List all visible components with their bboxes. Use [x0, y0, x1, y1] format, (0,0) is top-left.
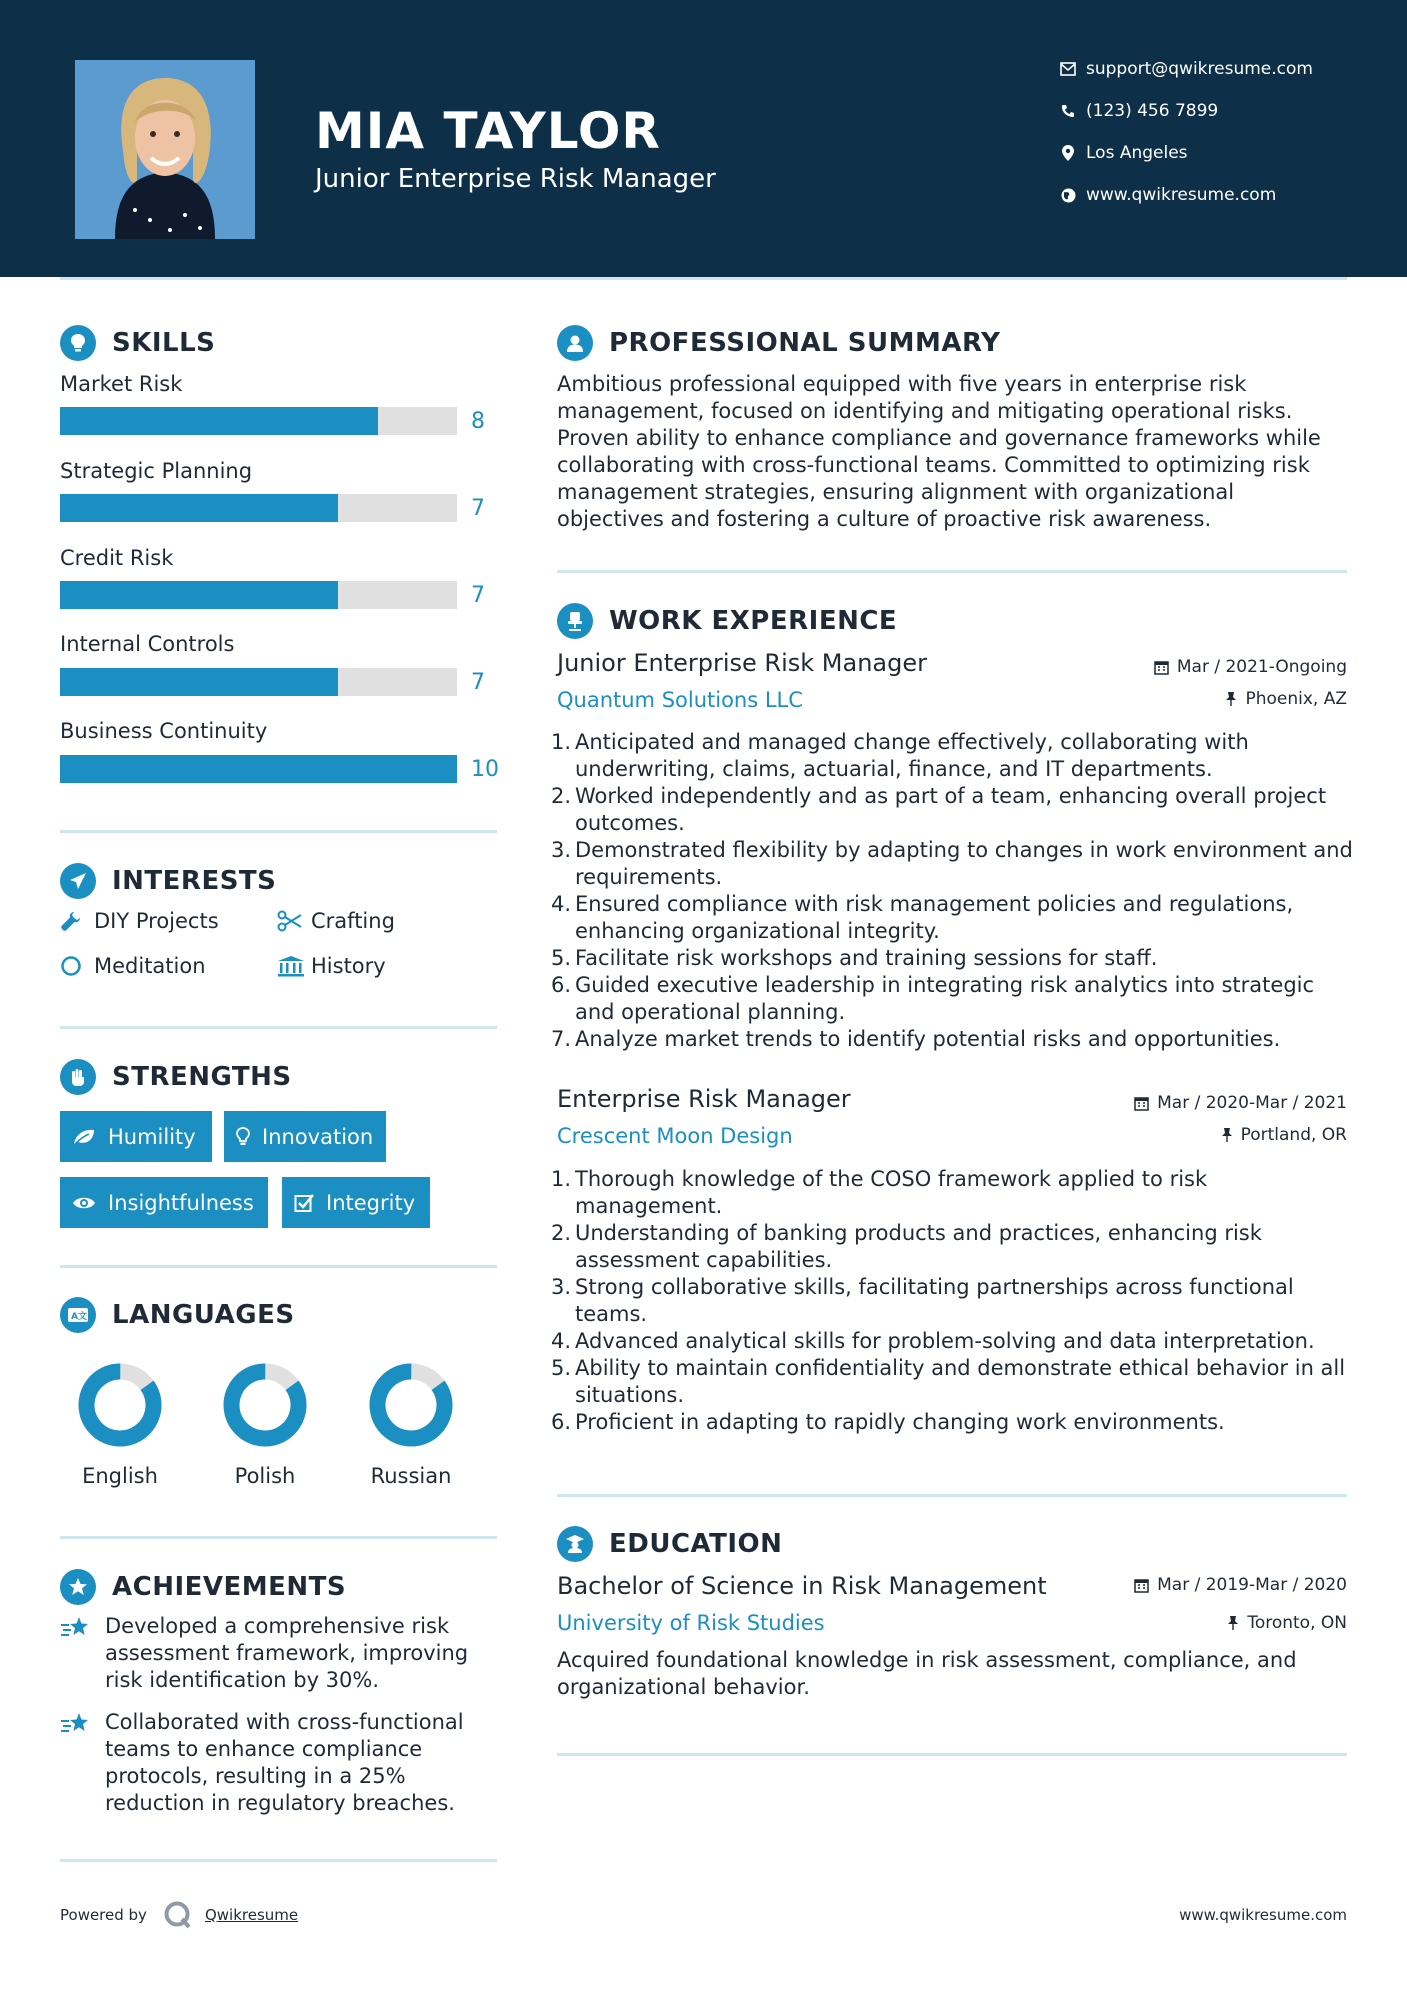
wrench-icon — [60, 910, 94, 932]
achievement-text: Collaborated with cross-functional teams to enhance compliance protocols, resulting in a 25% reduction in regulatory breaches. — [105, 1710, 464, 1815]
duty-item: Advanced analytical skills for problem-solving and data interpretation. — [575, 1329, 1315, 1353]
education-text: Acquired foundational knowledge in risk assessment, compliance, and organizational behavior. — [557, 1648, 1297, 1699]
skill-bar-fill — [60, 668, 338, 696]
skill-label: Business Continuity — [60, 719, 268, 743]
strengths-title: STRENGTHS — [112, 1062, 292, 1092]
profile-photo — [75, 60, 255, 239]
skill-label: Credit Risk — [60, 546, 174, 570]
languages-heading — [60, 1297, 295, 1333]
map-pin-icon — [1050, 145, 1086, 161]
duty-item: Demonstrated flexibility by adapting to changes in work environment and requirements. — [575, 838, 1353, 889]
achievements-title: ACHIEVEMENTS — [112, 1572, 347, 1602]
skill-bar-fill — [60, 755, 457, 783]
interest-item — [60, 954, 206, 978]
degree-title: Bachelor of Science in Risk Management — [557, 1572, 1047, 1600]
duty-item: Guided executive leadership in integrating risk analytics into strategic and operational planning. — [575, 973, 1315, 1024]
skill-value: 8 — [471, 409, 485, 434]
office-chair-icon — [557, 603, 593, 639]
envelope-icon — [1050, 62, 1086, 76]
pushpin-icon — [1225, 691, 1237, 707]
powered-by-text: Powered by — [60, 1906, 147, 1924]
paper-plane-icon — [60, 863, 96, 899]
eye-icon — [72, 1195, 96, 1211]
footer-url[interactable]: www.qwikresume.com — [1179, 1906, 1347, 1924]
svg-text:A文: A文 — [71, 1312, 87, 1322]
language-label: English — [82, 1464, 158, 1488]
skill-bar — [60, 407, 457, 435]
job-dates — [1134, 1093, 1347, 1113]
strength-tag — [224, 1111, 386, 1162]
interests-heading — [60, 863, 276, 899]
skill-value: 7 — [471, 670, 485, 695]
job-duties — [575, 729, 1355, 1053]
pushpin-icon — [1227, 1615, 1239, 1631]
strength-label: Humility — [108, 1124, 196, 1149]
education-location-text: Toronto, ON — [1247, 1613, 1347, 1633]
contact-website-text: www.qwikresume.com — [1086, 185, 1277, 205]
duty-item: Ensured compliance with risk management policies and regulations, enhancing organizational integrity. — [575, 892, 1294, 943]
calendar-icon — [1154, 660, 1169, 675]
strength-tag — [60, 1111, 212, 1162]
calendar-icon — [1134, 1578, 1149, 1593]
candidate-name: MIA TAYLOR — [315, 102, 661, 160]
section-divider — [60, 1536, 497, 1539]
duty-item: Thorough knowledge of the COSO framework applied to risk management. — [575, 1167, 1208, 1218]
qwikresume-logo-icon — [163, 1900, 193, 1930]
skills-title: SKILLS — [112, 328, 216, 358]
skill-label: Internal Controls — [60, 632, 235, 656]
scissors-icon — [277, 910, 311, 932]
skill-bar — [60, 668, 457, 696]
duty-item: Ability to maintain confidentiality and demonstrate ethical behavior in all situations. — [575, 1356, 1346, 1407]
achievement-text: Developed a comprehensive risk assessment framework, improving risk identification by 30%. — [105, 1614, 469, 1692]
duty-item: Understanding of banking products and practices, enhancing risk assessment capabilities. — [575, 1221, 1262, 1272]
section-divider — [60, 830, 497, 833]
language-item — [356, 1360, 466, 1488]
strength-label: Innovation — [262, 1124, 374, 1149]
interest-item — [60, 909, 219, 933]
language-donut — [75, 1360, 165, 1450]
bank-icon — [277, 955, 311, 977]
language-icon — [60, 1297, 96, 1333]
section-divider — [557, 1494, 1347, 1497]
language-donut-fill — [366, 1360, 456, 1450]
achievement-item — [60, 1709, 500, 1817]
skill-label: Market Risk — [60, 372, 183, 396]
job-location — [1225, 689, 1347, 709]
contact-email-text: support@qwikresume.com — [1086, 59, 1313, 79]
check-square-icon — [294, 1193, 314, 1213]
interest-label: DIY Projects — [94, 909, 219, 933]
education-title: EDUCATION — [609, 1529, 783, 1559]
language-item — [65, 1360, 175, 1488]
interest-item — [277, 909, 395, 933]
education-dates-text: Mar / 2019-Mar / 2020 — [1157, 1575, 1347, 1595]
education-location — [1227, 1613, 1347, 1633]
section-divider — [557, 1753, 1347, 1756]
phone-icon — [1050, 104, 1086, 118]
job-dates — [1154, 657, 1347, 677]
strength-tag — [60, 1177, 268, 1228]
strength-label: Insightfulness — [108, 1190, 254, 1215]
star-badge-icon — [60, 1569, 96, 1605]
strength-label: Integrity — [326, 1190, 416, 1215]
strengths-heading — [60, 1059, 292, 1095]
achievement-item — [60, 1613, 500, 1694]
duty-item: Anticipated and managed change effectively, collaborating with underwriting, claims, actuarial, finance, and IT departments. — [575, 730, 1249, 781]
skill-value: 7 — [471, 583, 485, 608]
company-name: Quantum Solutions LLC — [557, 688, 803, 712]
shooting-star-icon — [60, 1613, 105, 1694]
contact-location-text: Los Angeles — [1086, 143, 1188, 163]
interest-label: Meditation — [94, 954, 206, 978]
job-duties — [575, 1166, 1355, 1436]
pushpin-icon — [1221, 1127, 1233, 1143]
job-location-text: Phoenix, AZ — [1245, 689, 1347, 709]
header-divider — [60, 277, 1347, 280]
duty-item: Analyze market trends to identify potential risks and opportunities. — [575, 1027, 1281, 1051]
lightbulb-icon — [60, 325, 96, 361]
contact-phone[interactable] — [1050, 96, 1370, 126]
qwikresume-link[interactable]: Qwikresume — [204, 1906, 299, 1924]
calendar-icon — [1134, 1096, 1149, 1111]
section-divider — [60, 1265, 497, 1268]
skill-bar — [60, 581, 457, 609]
education-heading — [557, 1526, 782, 1562]
skill-bar — [60, 494, 457, 522]
circle-icon — [60, 955, 94, 977]
skill-value: 10 — [471, 757, 499, 782]
contact-email[interactable] — [1050, 54, 1370, 84]
language-label: Polish — [234, 1464, 296, 1488]
skills-heading — [60, 325, 215, 361]
skill-bar-fill — [60, 494, 338, 522]
languages-title: LANGUAGES — [112, 1300, 295, 1330]
skill-bar-fill — [60, 407, 378, 435]
language-donut — [220, 1360, 310, 1450]
language-label: Russian — [370, 1464, 452, 1488]
resume-header — [0, 0, 1407, 277]
lightbulb-icon — [236, 1127, 250, 1147]
achievements-heading — [60, 1569, 346, 1605]
skill-bar — [60, 755, 457, 783]
summary-title: PROFESSIONAL SUMMARY — [609, 328, 1001, 358]
interest-item — [277, 954, 386, 978]
job-location — [1221, 1125, 1347, 1145]
experience-heading — [557, 603, 897, 639]
globe-icon — [1050, 188, 1086, 203]
language-item — [210, 1360, 320, 1488]
interest-label: History — [311, 954, 386, 978]
skill-label: Strategic Planning — [60, 459, 253, 483]
section-divider — [60, 1026, 497, 1029]
interest-label: Crafting — [311, 909, 395, 933]
job-title: Enterprise Risk Manager — [557, 1085, 851, 1113]
footer-powered-by — [60, 1900, 298, 1930]
contact-phone-text: (123) 456 7899 — [1086, 101, 1219, 121]
experience-title: WORK EXPERIENCE — [609, 606, 898, 636]
shooting-star-icon — [60, 1709, 105, 1817]
language-donut-fill — [75, 1360, 165, 1450]
graduate-icon — [557, 1526, 593, 1562]
interests-title: INTERESTS — [112, 866, 277, 896]
candidate-title: Junior Enterprise Risk Manager — [315, 164, 716, 194]
summary-heading — [557, 325, 1000, 361]
job-dates-text: Mar / 2021-Ongoing — [1176, 657, 1347, 677]
job-dates-text: Mar / 2020-Mar / 2021 — [1157, 1093, 1347, 1113]
education-dates — [1134, 1575, 1347, 1595]
user-icon — [557, 325, 593, 361]
job-title: Junior Enterprise Risk Manager — [557, 649, 928, 677]
language-donut-fill — [220, 1360, 310, 1450]
section-divider — [60, 1859, 497, 1862]
language-donut — [366, 1360, 456, 1450]
duty-item: Worked independently and as part of a team, enhancing overall project outcomes. — [575, 784, 1327, 835]
section-divider — [557, 570, 1347, 573]
school-name: University of Risk Studies — [557, 1611, 825, 1635]
duty-item: Proficient in adapting to rapidly changing work environments. — [575, 1410, 1225, 1434]
skill-bar-fill — [60, 581, 338, 609]
job-location-text: Portland, OR — [1240, 1125, 1347, 1145]
company-name: Crescent Moon Design — [557, 1124, 793, 1148]
skill-value: 7 — [471, 496, 485, 521]
strength-tag — [282, 1177, 430, 1228]
contact-website[interactable] — [1050, 180, 1370, 210]
duty-item: Facilitate risk workshops and training sessions for staff. — [575, 946, 1158, 970]
leaf-icon — [72, 1128, 96, 1146]
duty-item: Strong collaborative skills, facilitating partnerships across functional teams. — [575, 1275, 1294, 1326]
fist-icon — [60, 1059, 96, 1095]
contact-location — [1050, 138, 1370, 168]
summary-text: Ambitious professional equipped with five years in enterprise risk management, focused on identifying and mitigating operational risks. Proven ability to enhance compliance and governance frameworks while collaborating with cross-functional teams. Committed to optimizing risk management strategies, ensuring alignment with organizational objectives and fostering a culture of proactive risk awareness. — [557, 372, 1321, 531]
